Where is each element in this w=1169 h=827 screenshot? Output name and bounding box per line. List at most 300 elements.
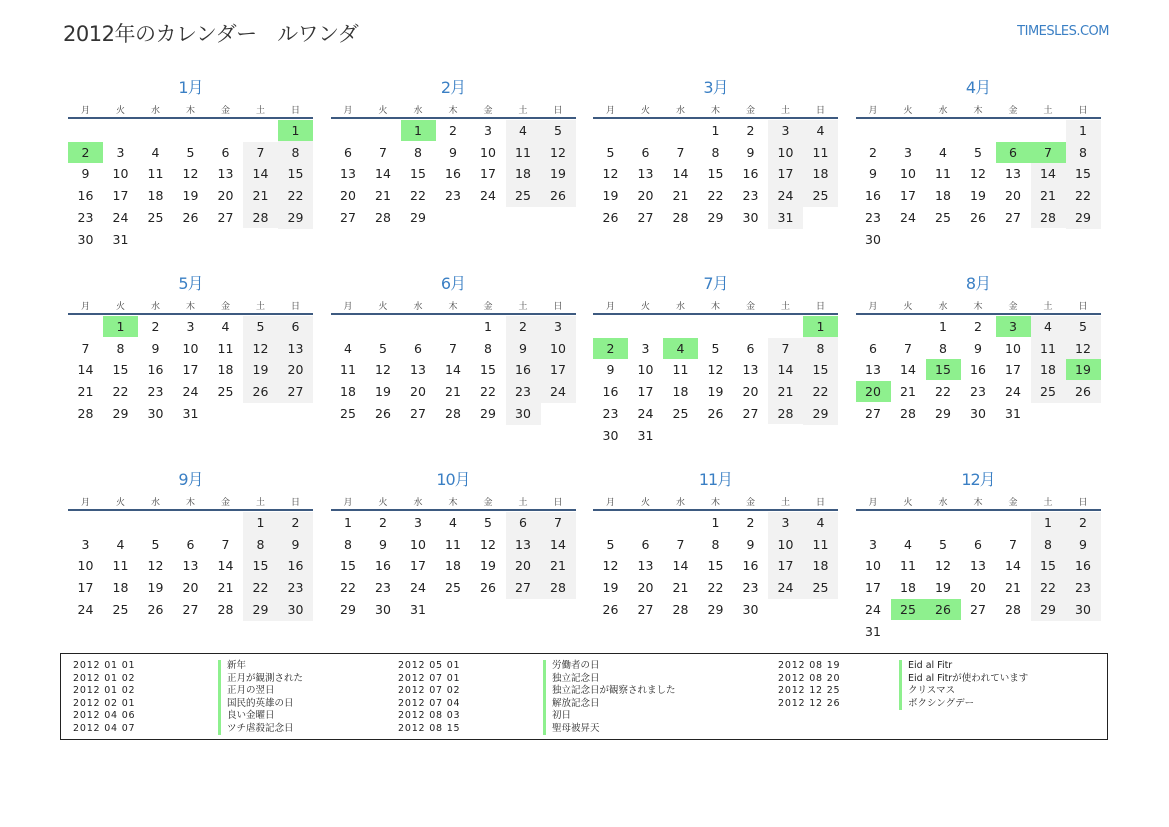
day-cell: 5	[379, 340, 387, 356]
day-cell: 27	[637, 601, 654, 617]
day-cell: 14	[77, 362, 94, 378]
day-cell: 10	[480, 144, 496, 160]
weekday-header: 日	[553, 498, 563, 508]
day-cell: 18	[445, 558, 461, 574]
day-cell: 3	[484, 123, 492, 138]
day-cell: 28	[1040, 209, 1056, 225]
day-cell: 14	[900, 362, 916, 378]
day-cell: 15	[707, 166, 724, 182]
weekday-header: 月	[868, 106, 878, 116]
day-cell: 21	[252, 188, 269, 204]
day-cell: 1	[939, 319, 947, 334]
day-cell: 11	[812, 536, 829, 552]
day-cell: 3	[641, 340, 650, 356]
day-cell: 25	[672, 405, 689, 421]
day-cell: 21	[375, 188, 391, 204]
day-cell: 30	[742, 209, 759, 225]
weekday-header: 土	[1043, 498, 1053, 508]
day-cell: 15	[340, 558, 356, 574]
day-cell: 16	[1075, 558, 1091, 574]
day-cell: 5	[256, 319, 265, 334]
day-cell: 2	[746, 123, 755, 138]
weekday-header: 金	[483, 106, 493, 116]
day-cell: 3	[186, 319, 195, 334]
day-cell: 31	[1005, 405, 1021, 421]
holiday-name: Eid al Fitr	[899, 660, 952, 673]
day-cell: 14	[445, 362, 461, 378]
weekday-header: 火	[903, 302, 913, 312]
holiday-day: 2	[68, 142, 103, 163]
day-cell: 1	[1044, 515, 1052, 530]
day-cell: 23	[865, 209, 881, 225]
day-cell: 4	[116, 536, 125, 552]
day-cell: 18	[112, 580, 129, 596]
day-cell: 10	[777, 536, 794, 552]
day-cell: 16	[602, 384, 619, 400]
day-cell: 8	[484, 340, 492, 356]
weekday-header: 日	[553, 302, 563, 312]
weekday-header: 木	[710, 106, 720, 116]
day-cell: 31	[112, 231, 129, 247]
day-cell: 31	[865, 623, 881, 639]
day-cell: 4	[519, 123, 527, 138]
holiday-day: 1	[401, 120, 436, 141]
day-cell: 20	[287, 362, 304, 378]
holiday-name: 独立記念日	[543, 673, 600, 686]
month-10	[331, 462, 576, 652]
page-title: 2012年のカレンダー ルワンダ	[63, 22, 359, 46]
weekday-header: 金	[483, 498, 493, 508]
day-cell: 16	[742, 558, 759, 574]
holiday-date: 2012 07 02	[398, 685, 461, 696]
day-cell: 25	[217, 384, 234, 400]
day-cell: 25	[812, 580, 829, 596]
weekday-header: 土	[780, 106, 790, 116]
weekday-header: 金	[1008, 498, 1018, 508]
holiday-name: ボクシングデー	[899, 698, 974, 711]
day-cell: 21	[900, 384, 916, 400]
day-cell: 26	[252, 384, 269, 400]
month-2	[331, 70, 576, 260]
holiday-day: 2	[593, 338, 628, 359]
day-cell: 28	[672, 601, 689, 617]
day-cell: 30	[865, 231, 881, 247]
day-cell: 19	[147, 580, 164, 596]
day-cell: 20	[515, 558, 531, 574]
weekday-header: 土	[255, 106, 265, 116]
day-cell: 3	[904, 144, 912, 160]
day-cell: 6	[221, 144, 230, 160]
day-cell: 28	[252, 209, 269, 225]
day-cell: 24	[410, 580, 426, 596]
day-cell: 6	[519, 515, 527, 530]
weekday-header: 水	[675, 106, 685, 116]
day-cell: 4	[449, 515, 457, 530]
day-cell: 6	[186, 536, 195, 552]
day-cell: 22	[707, 580, 724, 596]
day-cell: 6	[641, 536, 650, 552]
day-cell: 17	[777, 558, 794, 574]
day-cell: 17	[182, 362, 199, 378]
weekday-header: 水	[675, 302, 685, 312]
weekday-header: 火	[640, 498, 650, 508]
weekday-header: 水	[938, 106, 948, 116]
day-cell: 23	[970, 384, 986, 400]
day-cell: 12	[707, 362, 724, 378]
month-1	[68, 70, 313, 260]
day-cell: 16	[742, 166, 759, 182]
day-cell: 15	[112, 362, 129, 378]
holiday-day: 4	[663, 338, 698, 359]
weekday-header: 水	[150, 106, 160, 116]
day-cell: 7	[1009, 536, 1017, 552]
holiday-name: 労働者の日	[543, 660, 600, 673]
day-cell: 4	[344, 340, 352, 356]
holiday-name: Eid al Fitrが使われています	[899, 673, 1028, 686]
holiday-name: ツチ虐殺記念日	[218, 723, 294, 736]
day-cell: 22	[812, 384, 829, 400]
day-cell: 29	[252, 601, 269, 617]
weekday-header: 木	[185, 302, 195, 312]
day-cell: 29	[112, 405, 129, 421]
weekday-header: 月	[605, 498, 615, 508]
day-cell: 19	[480, 558, 496, 574]
day-cell: 1	[1079, 123, 1087, 138]
day-cell: 14	[375, 166, 391, 182]
weekday-header: 土	[780, 498, 790, 508]
day-cell: 10	[637, 362, 654, 378]
day-cell: 31	[410, 601, 426, 617]
day-cell: 17	[777, 166, 794, 182]
month-8	[856, 266, 1101, 456]
day-cell: 31	[637, 427, 654, 443]
day-cell: 30	[515, 405, 531, 421]
day-cell: 22	[1040, 580, 1056, 596]
day-cell: 22	[410, 188, 426, 204]
day-cell: 8	[414, 144, 422, 160]
weekday-header: 土	[1043, 302, 1053, 312]
day-cell: 29	[707, 601, 724, 617]
holiday-day: 3	[996, 316, 1031, 337]
holiday-day: 7	[1031, 142, 1066, 163]
day-cell: 29	[707, 209, 724, 225]
day-cell: 11	[217, 340, 234, 356]
day-cell: 15	[410, 166, 426, 182]
day-cell: 21	[1040, 188, 1056, 204]
weekday-header: 土	[518, 106, 528, 116]
weekday-header: 水	[413, 106, 423, 116]
day-cell: 16	[970, 362, 986, 378]
weekday-header: 木	[710, 302, 720, 312]
month-name: 4月	[965, 78, 991, 97]
weekday-header: 火	[115, 302, 125, 312]
holiday-name: 正月の翌日	[218, 685, 275, 698]
day-cell: 23	[287, 580, 304, 596]
day-cell: 13	[1005, 166, 1021, 182]
weekday-header: 月	[80, 106, 90, 116]
holiday-day: 15	[926, 359, 961, 380]
holiday-date: 2012 07 04	[398, 697, 461, 709]
header-rule	[331, 117, 576, 119]
day-cell: 13	[970, 558, 986, 574]
weekday-header: 金	[220, 106, 230, 116]
holiday-day: 1	[803, 316, 838, 337]
day-cell: 13	[410, 362, 426, 378]
weekday-header: 木	[185, 498, 195, 508]
site-link[interactable]: TIMESLES.COM	[1017, 24, 1109, 39]
weekday-header: 火	[378, 106, 388, 116]
day-cell: 4	[151, 144, 160, 160]
day-cell: 5	[606, 144, 615, 160]
day-cell: 15	[480, 362, 496, 378]
weekday-header: 火	[115, 498, 125, 508]
day-cell: 17	[480, 166, 496, 182]
day-cell: 23	[445, 188, 461, 204]
day-cell: 25	[812, 188, 829, 204]
holiday-date: 2012 08 19	[778, 660, 841, 671]
holiday-name: 新年	[218, 660, 246, 673]
day-cell: 7	[449, 340, 457, 356]
day-cell: 7	[676, 144, 685, 160]
day-cell: 25	[340, 405, 356, 421]
day-cell: 23	[1075, 580, 1091, 596]
calendar-grid	[68, 70, 1102, 639]
day-cell: 12	[375, 362, 391, 378]
day-cell: 13	[515, 536, 531, 552]
holiday-date: 2012 12 26	[778, 697, 841, 709]
weekday-header: 金	[483, 302, 493, 312]
day-cell: 3	[116, 144, 125, 160]
day-cell: 26	[602, 601, 619, 617]
day-cell: 7	[676, 536, 685, 552]
day-cell: 21	[445, 384, 461, 400]
day-cell: 29	[935, 405, 951, 421]
day-cell: 23	[602, 405, 619, 421]
weekday-header: 日	[1078, 498, 1088, 508]
holiday-date: 2012 01 01	[73, 660, 136, 671]
day-cell: 19	[602, 188, 619, 204]
month-3	[593, 70, 838, 260]
day-cell: 10	[777, 144, 794, 160]
month-name: 8月	[965, 274, 991, 293]
day-cell: 8	[939, 340, 947, 356]
day-cell: 24	[900, 209, 916, 225]
weekday-header: 水	[938, 302, 948, 312]
day-cell: 26	[182, 209, 199, 225]
header-rule	[331, 313, 576, 315]
day-cell: 28	[375, 209, 391, 225]
day-cell: 2	[291, 515, 300, 530]
day-cell: 10	[900, 166, 916, 182]
day-cell: 2	[974, 319, 982, 334]
day-cell: 8	[116, 340, 125, 356]
day-cell: 22	[340, 580, 356, 596]
weekday-header: 月	[605, 106, 615, 116]
day-cell: 12	[550, 144, 566, 160]
day-cell: 25	[1040, 384, 1056, 400]
holiday-date: 2012 04 07	[73, 722, 136, 734]
day-cell: 11	[445, 536, 461, 552]
day-cell: 26	[480, 580, 496, 596]
day-cell: 5	[974, 144, 982, 160]
month-name: 6月	[440, 274, 466, 293]
day-cell: 2	[519, 319, 527, 334]
holiday-name: 解放記念日	[543, 698, 600, 711]
day-cell: 29	[340, 601, 356, 617]
weekday-header: 月	[605, 302, 615, 312]
day-cell: 14	[672, 558, 689, 574]
weekday-header: 月	[343, 106, 353, 116]
holiday-date: 2012 02 01	[73, 697, 136, 709]
day-cell: 11	[1040, 340, 1056, 356]
day-cell: 10	[550, 340, 566, 356]
day-cell: 12	[1075, 340, 1091, 356]
header-rule	[593, 313, 838, 315]
weekday-header: 金	[220, 498, 230, 508]
day-cell: 3	[81, 536, 90, 552]
holiday-list	[60, 653, 1108, 740]
day-cell: 18	[217, 362, 234, 378]
day-cell: 2	[869, 144, 877, 160]
day-cell: 10	[77, 558, 94, 574]
day-cell: 6	[414, 340, 422, 356]
day-cell: 19	[550, 166, 566, 182]
day-cell: 10	[112, 166, 129, 182]
day-cell: 9	[746, 536, 755, 552]
day-cell: 2	[379, 515, 387, 530]
day-cell: 18	[340, 384, 356, 400]
day-cell: 14	[1005, 558, 1021, 574]
day-cell: 17	[900, 188, 916, 204]
day-cell: 9	[519, 340, 527, 356]
holiday-name: 国民的英雄の日	[218, 698, 294, 711]
day-cell: 22	[112, 384, 129, 400]
day-cell: 1	[711, 515, 720, 530]
day-cell: 2	[449, 123, 457, 138]
day-cell: 12	[480, 536, 496, 552]
weekday-header: 日	[815, 106, 825, 116]
weekday-header: 水	[675, 498, 685, 508]
day-cell: 28	[217, 601, 234, 617]
day-cell: 15	[707, 558, 724, 574]
day-cell: 18	[147, 188, 164, 204]
day-cell: 20	[970, 580, 986, 596]
day-cell: 12	[147, 558, 164, 574]
holiday-day: 6	[996, 142, 1031, 163]
day-cell: 28	[1005, 601, 1021, 617]
day-cell: 15	[1075, 166, 1091, 182]
day-cell: 16	[375, 558, 391, 574]
day-cell: 7	[81, 340, 90, 356]
holiday-name: クリスマス	[899, 685, 955, 698]
day-cell: 16	[445, 166, 461, 182]
day-cell: 13	[637, 166, 654, 182]
day-cell: 15	[1040, 558, 1056, 574]
day-cell: 20	[637, 188, 654, 204]
day-cell: 8	[256, 536, 265, 552]
day-cell: 16	[865, 188, 881, 204]
day-cell: 11	[935, 166, 951, 182]
day-cell: 7	[781, 340, 790, 356]
day-cell: 12	[970, 166, 986, 182]
weekday-header: 金	[1008, 106, 1018, 116]
day-cell: 19	[182, 188, 199, 204]
day-cell: 24	[777, 580, 794, 596]
month-5	[68, 266, 313, 456]
month-name: 11月	[698, 470, 733, 489]
day-cell: 20	[182, 580, 199, 596]
holiday-day: 25	[891, 599, 926, 620]
day-cell: 20	[340, 188, 356, 204]
day-cell: 28	[900, 405, 916, 421]
day-cell: 20	[217, 188, 234, 204]
weekday-header: 日	[1078, 302, 1088, 312]
day-cell: 13	[340, 166, 356, 182]
weekday-header: 土	[780, 302, 790, 312]
day-cell: 9	[606, 362, 615, 378]
day-cell: 27	[742, 405, 759, 421]
weekday-header: 日	[815, 302, 825, 312]
day-cell: 29	[812, 405, 829, 421]
day-cell: 5	[186, 144, 195, 160]
day-cell: 7	[904, 340, 912, 356]
day-cell: 29	[480, 405, 496, 421]
day-cell: 28	[777, 405, 794, 421]
day-cell: 12	[602, 558, 619, 574]
day-cell: 27	[182, 601, 199, 617]
weekday-header: 水	[413, 498, 423, 508]
day-cell: 15	[812, 362, 829, 378]
day-cell: 6	[344, 144, 352, 160]
day-cell: 19	[707, 384, 724, 400]
day-cell: 25	[515, 188, 531, 204]
day-cell: 8	[711, 144, 720, 160]
month-11	[593, 462, 838, 652]
month-name: 1月	[178, 78, 203, 97]
day-cell: 21	[1005, 580, 1021, 596]
day-cell: 9	[291, 536, 300, 552]
weekday-header: 月	[80, 498, 90, 508]
day-cell: 25	[147, 209, 164, 225]
day-cell: 21	[217, 580, 234, 596]
day-cell: 17	[550, 362, 566, 378]
weekday-header: 火	[903, 498, 913, 508]
month-name: 3月	[703, 78, 728, 97]
day-cell: 14	[252, 166, 269, 182]
weekday-header: 金	[220, 302, 230, 312]
month-name: 7月	[703, 274, 728, 293]
day-cell: 25	[445, 580, 461, 596]
day-cell: 3	[869, 536, 877, 552]
day-cell: 30	[147, 405, 164, 421]
day-cell: 7	[554, 515, 562, 530]
day-cell: 24	[77, 601, 94, 617]
header-rule	[68, 313, 313, 315]
day-cell: 27	[515, 580, 531, 596]
day-cell: 26	[602, 209, 619, 225]
weekday-header: 日	[290, 302, 300, 312]
weekday-header: 水	[150, 498, 160, 508]
weekday-header: 木	[973, 498, 983, 508]
weekday-header: 火	[378, 498, 388, 508]
day-cell: 20	[637, 580, 654, 596]
weekday-header: 金	[1008, 302, 1018, 312]
day-cell: 17	[112, 188, 129, 204]
day-cell: 5	[1079, 319, 1087, 334]
day-cell: 12	[602, 166, 619, 182]
month-name: 12月	[961, 470, 995, 489]
weekday-header: 月	[868, 498, 878, 508]
